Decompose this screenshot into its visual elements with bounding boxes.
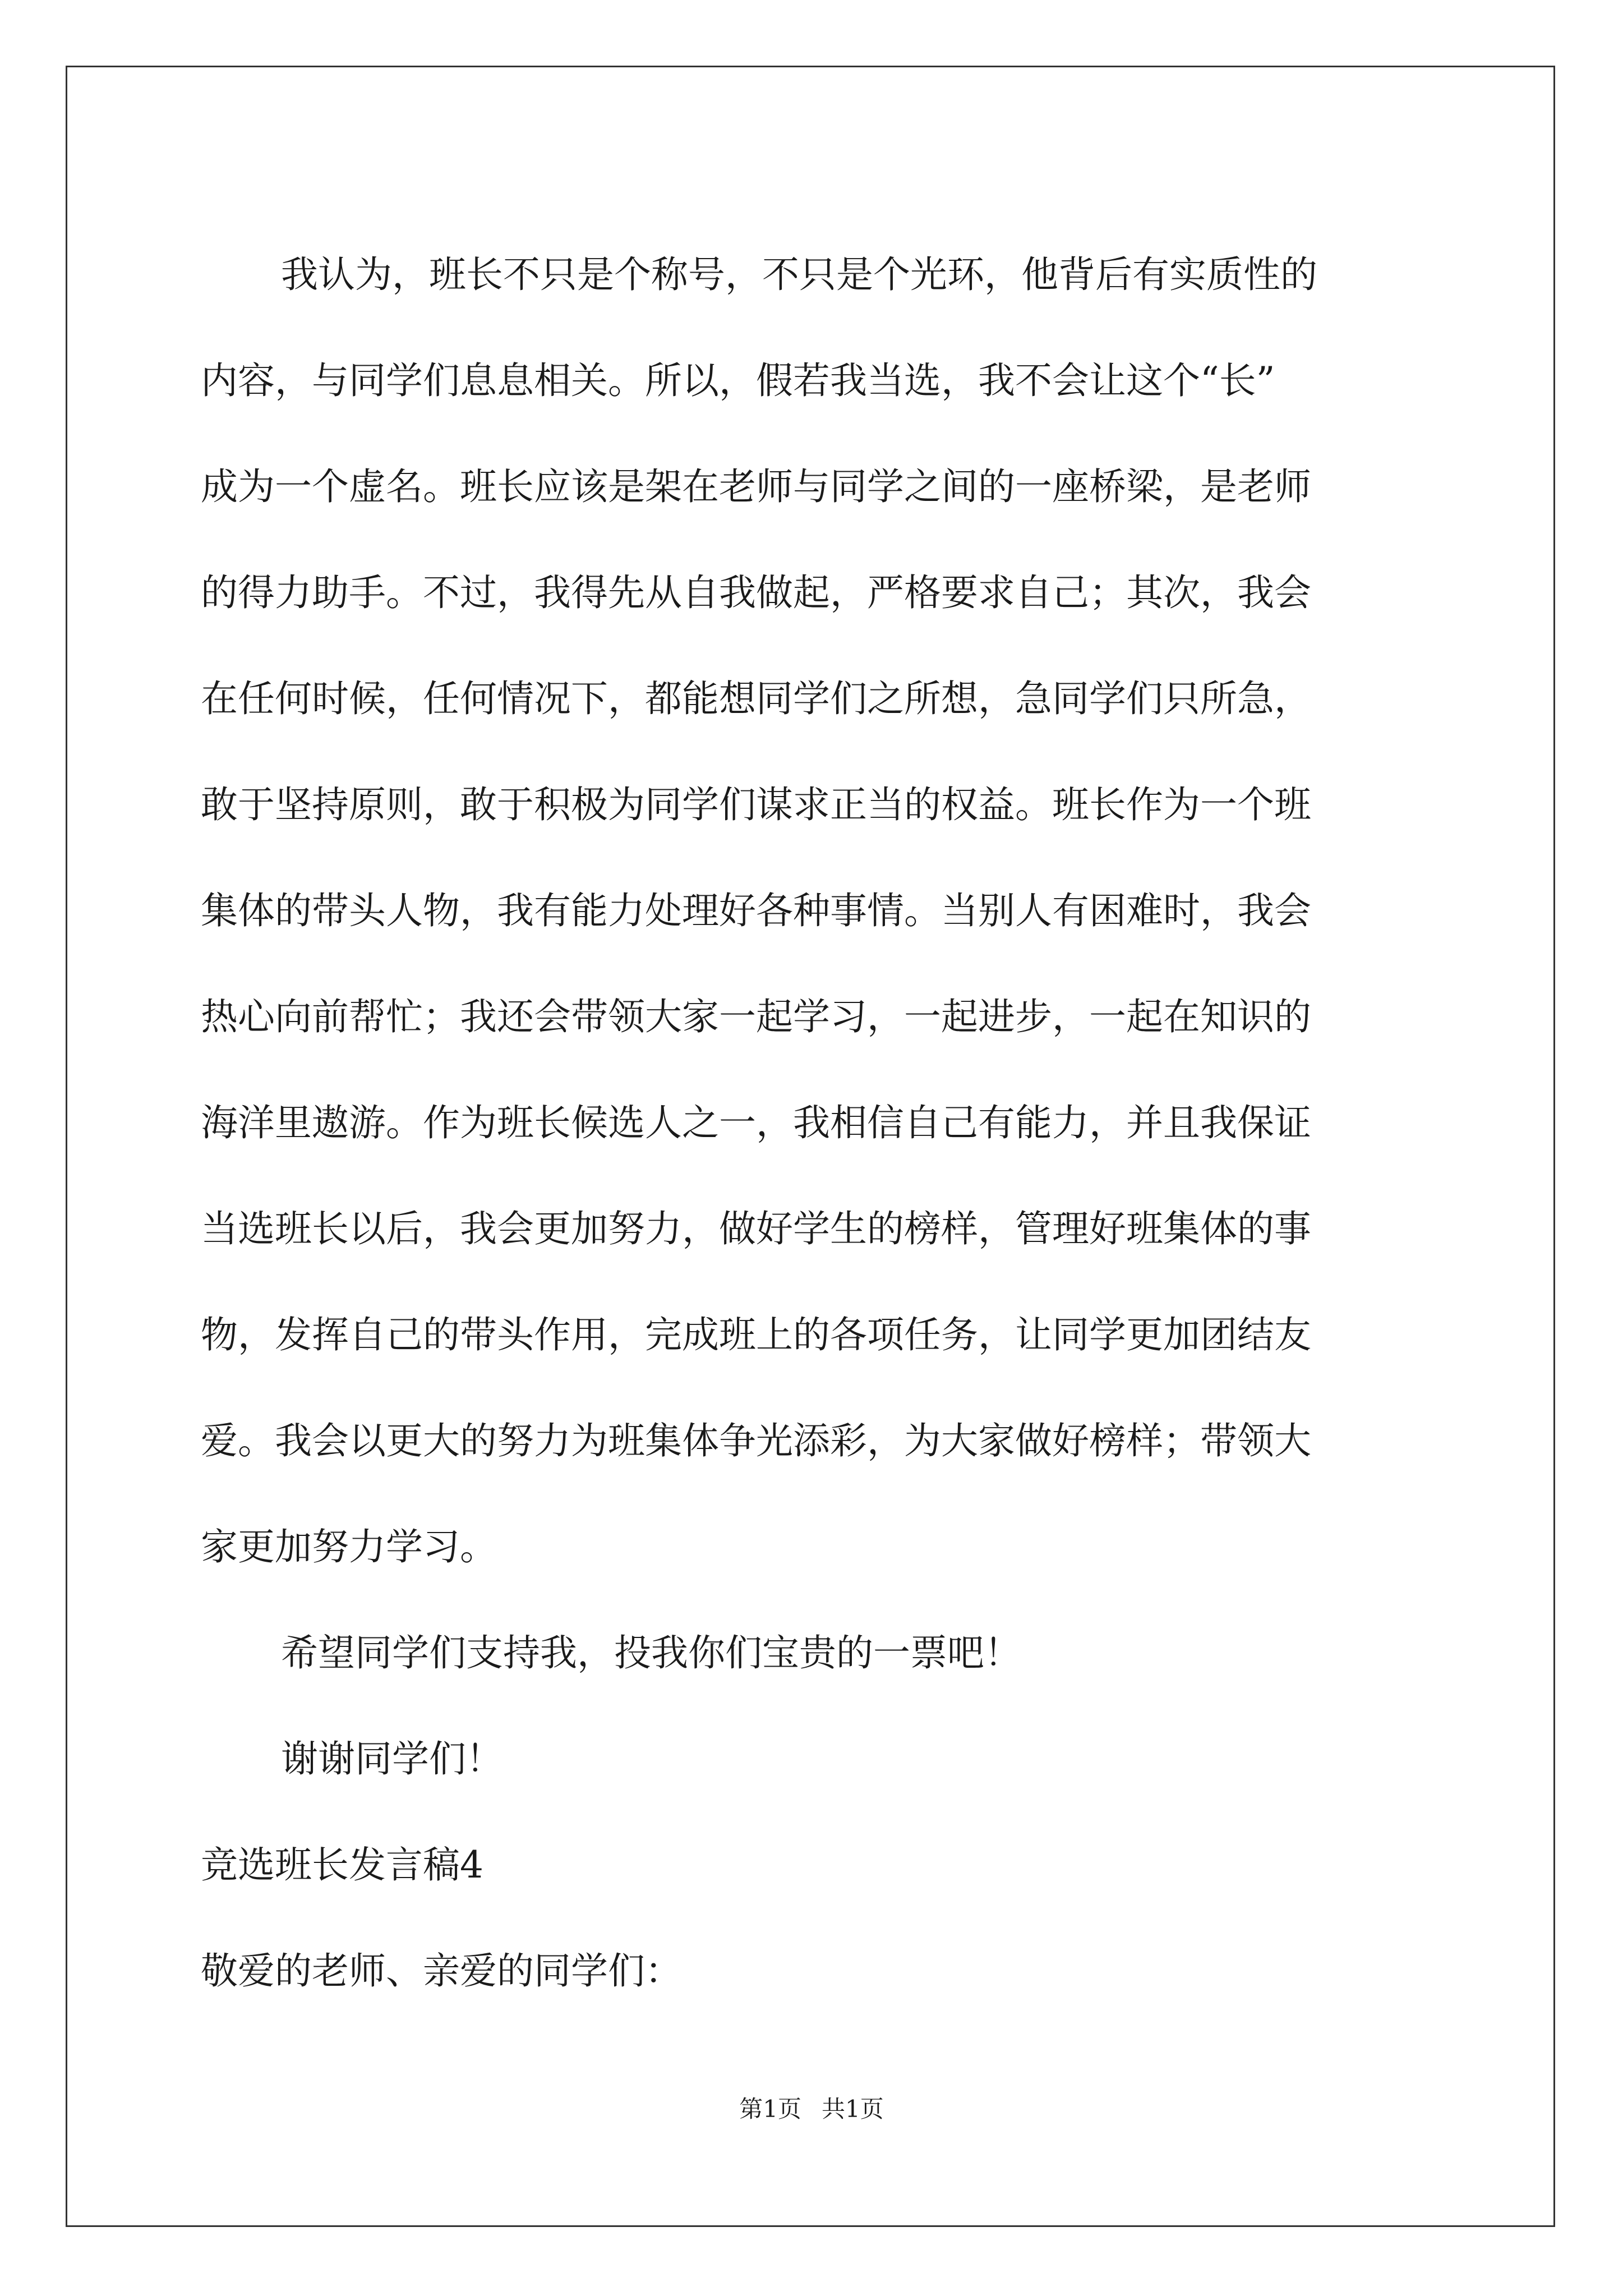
appeal-paragraph: 希望同学们支持我，投我你们宝贵的一票吧！ xyxy=(281,1631,1021,1674)
paragraph-line: 的得力助手。不过，我得先从自我做起，严格要求自己；其次，我会 xyxy=(201,571,1311,614)
paragraph-line: 热心向前帮忙；我还会带领大家一起学习，一起进步，一起在知识的 xyxy=(201,995,1311,1038)
page-footer xyxy=(0,2095,1623,2123)
page-number: 第1页 xyxy=(739,2095,801,2123)
paragraph-line: 在任何时候，任何情况下，都能想同学们之所想，急同学们只所急， xyxy=(201,677,1311,720)
paragraph-line: 敢于坚持原则，敢于积极为同学们谋求正当的权益。班长作为一个班 xyxy=(201,783,1311,826)
paragraph-line: 成为一个虚名。班长应该是架在老师与同学之间的一座桥梁，是老师 xyxy=(201,465,1311,508)
salutation: 敬爱的老师、亲爱的同学们： xyxy=(201,1949,682,1993)
paragraph-line: 集体的带头人物，我有能力处理好各种事情。当别人有困难时，我会 xyxy=(201,889,1311,932)
document-body xyxy=(201,222,1426,2024)
paragraph-line: 家更加努力学习。 xyxy=(201,1525,497,1568)
speech-paragraph xyxy=(201,222,1426,1600)
paragraph-line: 内容，与同学们息息相关。所以，假若我当选，我不会让这个“长” xyxy=(201,359,1275,402)
thanks-paragraph: 谢谢同学们！ xyxy=(281,1737,503,1780)
paragraph-line: 爱。我会以更大的努力为班集体争光添彩，为大家做好榜样；带领大 xyxy=(201,1419,1311,1462)
section-title: 竞选班长发言稿4 xyxy=(201,1843,483,1887)
paragraph-line: 我认为，班长不只是个称号，不只是个光环，他背后有实质性的 xyxy=(281,253,1317,296)
paragraph-line: 当选班长以后，我会更加努力，做好学生的榜样，管理好班集体的事 xyxy=(201,1207,1311,1250)
page-total: 共1页 xyxy=(822,2095,884,2123)
paragraph-line: 物，发挥自己的带头作用，完成班上的各项任务，让同学更加团结友 xyxy=(201,1313,1311,1356)
paragraph-line: 海洋里遨游。作为班长候选人之一，我相信自己有能力，并且我保证 xyxy=(201,1101,1311,1144)
